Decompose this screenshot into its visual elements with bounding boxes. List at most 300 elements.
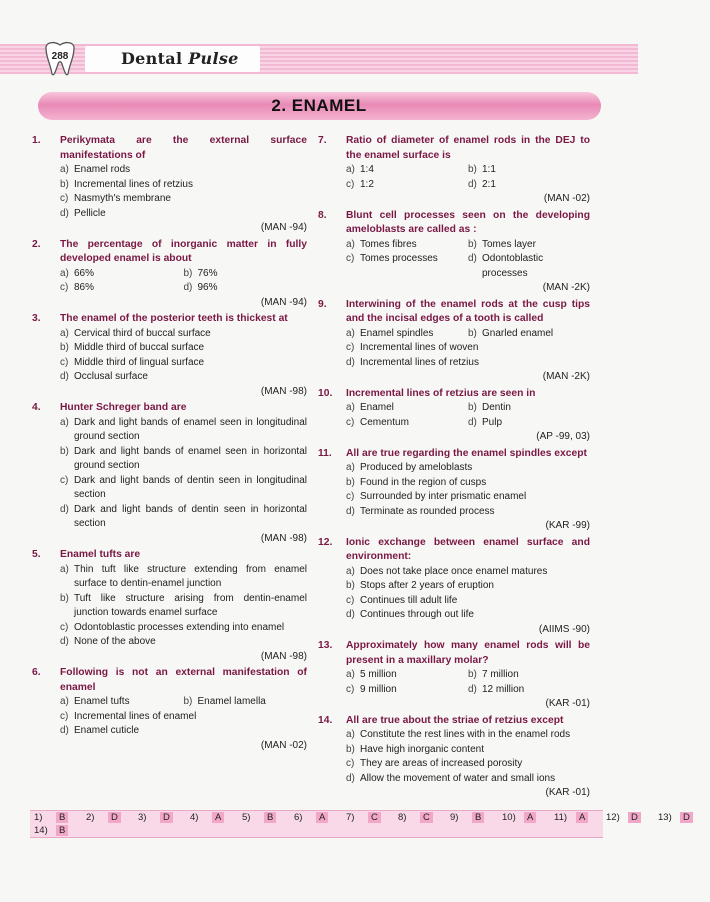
option-text: Does not take place once enamel matures bbox=[360, 565, 548, 577]
option-item bbox=[60, 178, 307, 193]
option-text: Continues through out life bbox=[360, 609, 474, 620]
option-item bbox=[346, 327, 468, 342]
question-source-ref: (AP -99, 03) bbox=[536, 431, 590, 442]
option-letter: d) bbox=[468, 416, 477, 428]
answer-question-number: 2) bbox=[86, 812, 95, 823]
option-letter: b) bbox=[346, 580, 355, 591]
option-text: Occlusal surface bbox=[74, 371, 148, 382]
title-main: Dental bbox=[121, 49, 183, 68]
option-letter: a) bbox=[346, 327, 355, 339]
option-item bbox=[468, 683, 590, 698]
question-block bbox=[32, 134, 307, 236]
option-letter: a) bbox=[346, 565, 355, 577]
answer-letter: A bbox=[316, 812, 328, 823]
option-letter: a) bbox=[60, 164, 69, 175]
option-text: Dentin bbox=[482, 402, 511, 413]
answer-question-number: 1) bbox=[34, 812, 43, 823]
option-pair bbox=[346, 163, 590, 178]
option-pair bbox=[346, 683, 590, 698]
option-letter: a) bbox=[346, 729, 355, 740]
option-text: 5 million bbox=[360, 669, 397, 680]
option-text: Allow the movement of water and small ions bbox=[360, 772, 556, 784]
question-block bbox=[318, 714, 590, 801]
option-text: 12 million bbox=[482, 683, 525, 695]
option-text: Cementum bbox=[360, 416, 409, 428]
option-text: 1:1 bbox=[482, 164, 496, 175]
option-item bbox=[468, 668, 590, 683]
option-item bbox=[346, 476, 590, 491]
title-script: Pulse bbox=[188, 49, 239, 68]
option-text: 1:2 bbox=[360, 178, 374, 190]
question-source-ref: (MAN -94) bbox=[260, 296, 307, 308]
option-letter: d) bbox=[346, 505, 355, 517]
option-text: Tomes processes bbox=[360, 253, 438, 264]
options-list bbox=[32, 267, 307, 296]
answer-key-item bbox=[346, 812, 398, 823]
option-pair bbox=[346, 178, 590, 193]
question-number: 13. bbox=[318, 640, 333, 651]
option-text: Enamel spindles bbox=[360, 327, 434, 339]
option-letter: a) bbox=[346, 238, 355, 250]
option-item bbox=[60, 356, 307, 371]
option-letter: c) bbox=[346, 342, 355, 353]
option-letter: d) bbox=[183, 282, 193, 293]
question-number: 3. bbox=[32, 313, 41, 324]
option-text: Surrounded by inter prismatic enamel bbox=[360, 491, 527, 502]
option-text: Continues till adult life bbox=[360, 594, 458, 606]
question-number: 11. bbox=[318, 447, 332, 459]
option-letter: c) bbox=[60, 474, 69, 486]
options-list bbox=[318, 565, 590, 623]
option-item bbox=[60, 281, 184, 296]
question-block bbox=[32, 238, 307, 311]
option-item bbox=[184, 267, 308, 282]
option-text: Dark and light bands of dentin seen in horizontal section bbox=[74, 503, 307, 529]
option-letter: c) bbox=[346, 491, 355, 502]
option-item bbox=[60, 695, 184, 710]
question-source-ref: (MAN -94) bbox=[260, 222, 307, 233]
option-item bbox=[60, 503, 307, 532]
option-letter: b) bbox=[60, 178, 69, 190]
option-letter: b) bbox=[468, 327, 477, 339]
question-number: 7. bbox=[318, 135, 327, 146]
option-letter: d) bbox=[346, 772, 355, 784]
question-block bbox=[32, 666, 307, 753]
option-item bbox=[60, 635, 307, 650]
option-letter: c) bbox=[60, 282, 69, 293]
answer-key-item bbox=[190, 812, 242, 823]
option-item bbox=[184, 281, 308, 296]
answer-letter: A bbox=[576, 812, 588, 823]
question-block bbox=[318, 447, 590, 534]
question-text: Ratio of diameter of enamel rods in the DEJ to the enamel surface is bbox=[346, 135, 590, 161]
option-item bbox=[346, 594, 590, 609]
answer-key-item bbox=[86, 812, 138, 823]
question-source-ref: (KAR -01) bbox=[545, 787, 590, 798]
option-letter: d) bbox=[60, 503, 69, 515]
option-text: Enamel bbox=[360, 402, 394, 413]
option-letter: c) bbox=[60, 621, 69, 633]
option-text: Tomes layer bbox=[482, 238, 536, 250]
answer-letter: B bbox=[472, 812, 484, 823]
question-stem bbox=[318, 298, 590, 327]
option-text: They are areas of increased porosity bbox=[360, 758, 523, 769]
option-text: 86% bbox=[74, 282, 95, 293]
options-list bbox=[32, 563, 307, 650]
option-letter: d) bbox=[468, 178, 477, 190]
option-pair bbox=[346, 252, 590, 281]
answer-letter: A bbox=[524, 812, 536, 823]
option-letter: c) bbox=[346, 683, 355, 695]
option-letter: b) bbox=[60, 592, 69, 604]
question-source-ref: (MAN -02) bbox=[260, 739, 307, 751]
question-number: 14. bbox=[318, 714, 333, 726]
question-block bbox=[32, 401, 307, 546]
option-letter: a) bbox=[60, 563, 69, 575]
answer-question-number: 14) bbox=[34, 825, 48, 836]
option-pair bbox=[346, 668, 590, 683]
answer-key-item bbox=[294, 812, 346, 823]
question-text: All are true about the striae of retzius except bbox=[346, 714, 564, 726]
question-text: Hunter Schreger band are bbox=[60, 402, 187, 413]
question-block bbox=[318, 387, 590, 445]
option-item bbox=[468, 252, 590, 281]
answer-question-number: 5) bbox=[242, 812, 251, 823]
option-letter: b) bbox=[346, 743, 355, 755]
page-number: 288 bbox=[51, 51, 69, 62]
option-letter: c) bbox=[346, 594, 355, 606]
option-text: Enamel cuticle bbox=[74, 725, 140, 736]
option-letter: a) bbox=[346, 164, 355, 175]
option-text: Odontoblastic processes extending into enamel bbox=[74, 621, 285, 633]
option-item bbox=[60, 341, 307, 356]
question-text: Enamel tufts are bbox=[60, 549, 141, 560]
option-letter: a) bbox=[346, 462, 355, 473]
option-text: Incremental lines of enamel bbox=[74, 710, 197, 722]
chapter-title: 2. ENAMEL bbox=[271, 96, 367, 115]
question-block bbox=[318, 134, 590, 207]
option-letter: b) bbox=[183, 267, 193, 279]
question-source-ref: (MAN -02) bbox=[543, 193, 590, 204]
answer-key-row-2 bbox=[34, 825, 86, 836]
option-text: 76% bbox=[197, 267, 218, 279]
option-letter: b) bbox=[468, 164, 477, 175]
option-item bbox=[60, 192, 307, 207]
option-text: Stops after 2 years of eruption bbox=[360, 580, 494, 591]
option-item bbox=[60, 445, 307, 474]
answer-letter: B bbox=[56, 825, 68, 836]
option-item bbox=[346, 728, 590, 743]
question-stem bbox=[318, 209, 590, 238]
answer-key-item bbox=[502, 812, 554, 823]
answer-question-number: 8) bbox=[398, 812, 407, 823]
option-text: Middle third of lingual surface bbox=[74, 356, 205, 368]
question-number: 5. bbox=[32, 549, 41, 560]
option-item bbox=[346, 401, 468, 416]
answer-letter: B bbox=[56, 812, 68, 823]
question-stem bbox=[32, 134, 307, 163]
options-list bbox=[318, 238, 590, 282]
question-number: 2. bbox=[32, 238, 41, 250]
answer-letter: D bbox=[160, 812, 173, 823]
options-list bbox=[32, 327, 307, 385]
question-stem bbox=[32, 401, 307, 416]
options-list bbox=[318, 163, 590, 192]
question-text: Approximately how many enamel rods will be present in a maxillary molar? bbox=[346, 640, 590, 666]
option-item bbox=[60, 416, 307, 445]
options-list bbox=[318, 461, 590, 519]
option-text: Pellicle bbox=[74, 207, 106, 219]
option-item bbox=[60, 267, 184, 282]
answer-key-item bbox=[34, 812, 86, 823]
option-text: Have high inorganic content bbox=[360, 743, 484, 755]
question-text: Following is not an external manifestation of enamel bbox=[60, 667, 307, 693]
answer-key-item bbox=[554, 812, 606, 823]
option-text: Odontoblastic processes bbox=[482, 253, 544, 279]
option-item bbox=[60, 370, 307, 385]
question-stem bbox=[32, 238, 307, 267]
question-stem bbox=[32, 312, 307, 327]
answer-question-number: 13) bbox=[658, 812, 672, 823]
option-letter: d) bbox=[60, 725, 69, 736]
option-item bbox=[60, 592, 307, 621]
answer-question-number: 11) bbox=[554, 812, 568, 823]
question-text: The enamel of the posterior teeth is thickest at bbox=[60, 313, 288, 324]
answer-key-item bbox=[138, 812, 190, 823]
question-block bbox=[32, 548, 307, 664]
option-letter: b) bbox=[346, 476, 355, 488]
question-stem bbox=[32, 548, 307, 563]
option-item bbox=[346, 341, 590, 356]
option-item bbox=[60, 163, 307, 178]
option-letter: d) bbox=[346, 356, 355, 368]
option-letter: c) bbox=[346, 416, 355, 428]
option-item bbox=[346, 608, 590, 623]
options-list bbox=[318, 668, 590, 697]
option-item bbox=[468, 163, 590, 178]
options-list bbox=[32, 163, 307, 221]
option-item bbox=[346, 505, 590, 520]
option-item bbox=[346, 772, 590, 787]
option-item bbox=[60, 563, 307, 592]
option-letter: a) bbox=[60, 416, 69, 428]
option-letter: d) bbox=[60, 207, 69, 219]
question-text: Blunt cell processes seen on the developing ameloblasts are called as : bbox=[346, 209, 590, 235]
option-text: 1:4 bbox=[360, 164, 374, 175]
option-item bbox=[468, 401, 590, 416]
answer-letter: C bbox=[420, 812, 433, 823]
answer-key-item bbox=[34, 825, 86, 836]
option-item bbox=[60, 207, 307, 222]
option-pair bbox=[60, 281, 307, 296]
option-letter: b) bbox=[468, 238, 477, 250]
question-stem bbox=[318, 714, 590, 729]
question-source-ref: (MAN -98) bbox=[260, 650, 307, 662]
question-stem bbox=[318, 639, 590, 668]
left-question-column bbox=[32, 134, 307, 755]
option-text: 96% bbox=[197, 282, 218, 293]
option-item bbox=[468, 238, 590, 253]
options-list bbox=[318, 327, 590, 371]
answer-question-number: 9) bbox=[450, 812, 459, 823]
answer-question-number: 10) bbox=[502, 812, 516, 823]
running-title bbox=[121, 49, 239, 68]
option-item bbox=[346, 461, 590, 476]
option-letter: b) bbox=[468, 669, 477, 680]
option-item bbox=[468, 327, 590, 342]
option-text: Enamel lamella bbox=[197, 696, 266, 707]
option-pair bbox=[346, 416, 590, 431]
question-source-ref: (AIIMS -90) bbox=[538, 623, 590, 635]
option-text: 66% bbox=[74, 267, 95, 279]
option-item bbox=[346, 757, 590, 772]
option-letter: b) bbox=[60, 445, 69, 457]
question-number: 6. bbox=[32, 667, 41, 678]
option-item bbox=[346, 668, 468, 683]
answer-letter: A bbox=[212, 812, 224, 823]
question-number: 4. bbox=[32, 402, 41, 413]
option-item bbox=[346, 579, 590, 594]
option-item bbox=[346, 416, 468, 431]
answer-letter: D bbox=[628, 812, 641, 823]
option-text: Incremental lines of retzius bbox=[74, 178, 193, 190]
option-letter: a) bbox=[60, 267, 69, 279]
option-text: Pulp bbox=[482, 416, 503, 428]
option-text: Terminate as rounded process bbox=[360, 505, 495, 517]
question-text: Incremental lines of retzius are seen in bbox=[346, 387, 536, 399]
option-item bbox=[346, 163, 468, 178]
option-text: Found in the region of cusps bbox=[360, 476, 487, 488]
option-text: Dark and light bands of enamel seen in longitudinal ground section bbox=[74, 416, 307, 442]
question-source-ref: (MAN -2K) bbox=[542, 371, 590, 382]
answer-letter: C bbox=[368, 812, 381, 823]
option-letter: a) bbox=[60, 327, 69, 339]
option-text: Dark and light bands of enamel seen in horizontal ground section bbox=[74, 445, 307, 471]
question-stem bbox=[318, 134, 590, 163]
question-block bbox=[318, 536, 590, 638]
option-text: Gnarled enamel bbox=[482, 327, 554, 339]
question-number: 1. bbox=[32, 135, 41, 146]
option-text: Middle third of buccal surface bbox=[74, 342, 205, 353]
question-stem bbox=[318, 387, 590, 402]
option-item bbox=[468, 178, 590, 193]
option-item bbox=[346, 490, 590, 505]
answer-key-item bbox=[606, 812, 658, 823]
options-list bbox=[32, 416, 307, 532]
option-letter: b) bbox=[183, 696, 193, 707]
option-item bbox=[346, 238, 468, 253]
option-item bbox=[60, 621, 307, 636]
option-letter: a) bbox=[60, 696, 69, 707]
question-stem bbox=[318, 536, 590, 565]
option-text: 9 million bbox=[360, 683, 397, 695]
question-source-ref: (MAN -2K) bbox=[542, 282, 590, 293]
option-letter: d) bbox=[346, 609, 355, 620]
option-letter: c) bbox=[346, 758, 355, 769]
option-letter: d) bbox=[60, 371, 69, 382]
answer-key-item bbox=[398, 812, 450, 823]
option-letter: b) bbox=[468, 402, 477, 413]
option-text: Produced by ameloblasts bbox=[360, 462, 473, 473]
option-text: 2:1 bbox=[482, 178, 496, 190]
question-source-ref: (MAN -98) bbox=[260, 532, 307, 544]
option-letter: a) bbox=[346, 402, 355, 413]
options-list bbox=[318, 401, 590, 430]
option-text: Nasmyth's membrane bbox=[74, 193, 171, 204]
answer-key-item bbox=[242, 812, 294, 823]
options-list bbox=[32, 695, 307, 739]
answer-key-item bbox=[450, 812, 502, 823]
right-question-column bbox=[318, 134, 590, 803]
option-letter: c) bbox=[346, 178, 355, 190]
question-source-ref: (MAN -98) bbox=[260, 385, 307, 397]
answer-question-number: 6) bbox=[294, 812, 303, 823]
answer-letter: D bbox=[108, 812, 121, 823]
question-text: Ionic exchange between enamel surface and environment: bbox=[346, 536, 590, 562]
question-stem bbox=[318, 447, 590, 462]
option-text: 7 million bbox=[482, 669, 519, 680]
option-pair bbox=[346, 238, 590, 253]
question-stem bbox=[32, 666, 307, 695]
question-number: 9. bbox=[318, 298, 327, 310]
option-item bbox=[346, 683, 468, 698]
option-letter: c) bbox=[346, 253, 355, 264]
answer-letter: D bbox=[680, 812, 693, 823]
option-pair bbox=[60, 695, 307, 710]
option-item bbox=[346, 565, 590, 580]
option-item bbox=[346, 356, 590, 371]
option-item bbox=[60, 474, 307, 503]
option-text: Constitute the rest lines with in the enamel rods bbox=[360, 729, 571, 740]
option-letter: c) bbox=[60, 356, 69, 368]
option-text: Enamel rods bbox=[74, 164, 131, 175]
answer-question-number: 7) bbox=[346, 812, 355, 823]
option-letter: d) bbox=[60, 636, 69, 647]
answer-question-number: 3) bbox=[138, 812, 147, 823]
question-number: 10. bbox=[318, 387, 333, 399]
option-text: Tomes fibres bbox=[360, 238, 417, 250]
question-block bbox=[318, 639, 590, 712]
question-text: All are true regarding the enamel spindles except bbox=[346, 447, 587, 459]
option-letter: d) bbox=[468, 683, 477, 695]
option-item bbox=[346, 252, 468, 281]
question-source-ref: (KAR -01) bbox=[545, 698, 590, 709]
option-letter: c) bbox=[60, 710, 69, 722]
option-item bbox=[60, 327, 307, 342]
option-pair bbox=[346, 401, 590, 416]
option-text: Tuft like structure arising from dentin-enamel junction towards enamel surface bbox=[74, 592, 307, 618]
option-text: Cervical third of buccal surface bbox=[74, 327, 211, 339]
option-letter: a) bbox=[346, 669, 355, 680]
option-text: Incremental lines of retzius bbox=[360, 356, 479, 368]
option-letter: c) bbox=[60, 193, 69, 204]
question-block bbox=[318, 209, 590, 296]
option-item bbox=[468, 416, 590, 431]
question-text: The percentage of inorganic matter in fully developed enamel is about bbox=[60, 238, 307, 264]
option-text: Enamel tufts bbox=[74, 696, 130, 707]
option-item bbox=[346, 743, 590, 758]
option-pair bbox=[346, 327, 590, 342]
answer-question-number: 12) bbox=[606, 812, 620, 823]
option-item bbox=[60, 724, 307, 739]
option-text: Incremental lines of woven bbox=[360, 342, 479, 353]
answer-key-item bbox=[658, 812, 710, 823]
question-number: 8. bbox=[318, 209, 327, 221]
option-letter: d) bbox=[468, 253, 477, 264]
question-text: Perikymata are the external surface manifestations of bbox=[60, 135, 307, 161]
answer-key-row-1 bbox=[34, 812, 710, 823]
question-text: Interwining of the enamel rods at the cusp tips and the incisal edges of a tooth is called bbox=[346, 298, 590, 324]
